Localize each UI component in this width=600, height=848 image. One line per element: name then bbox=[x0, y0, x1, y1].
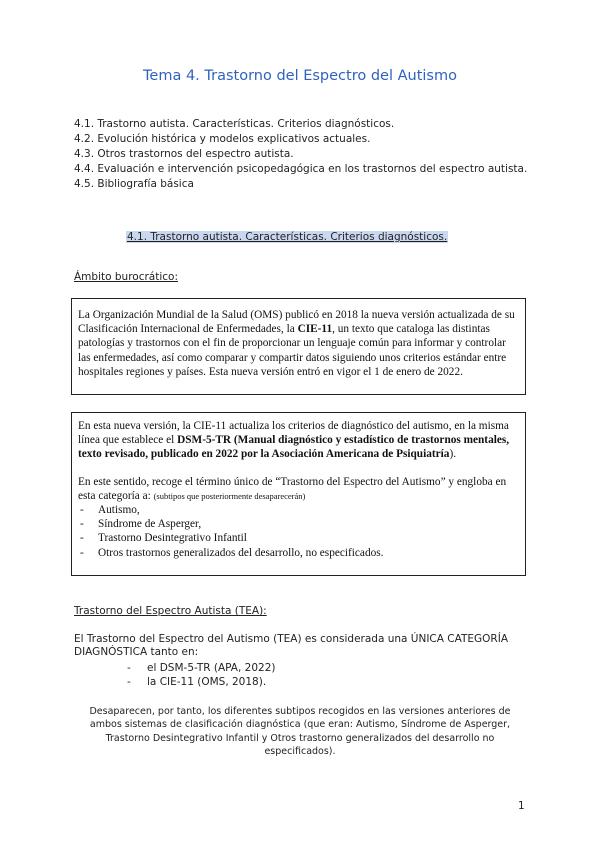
section-heading: 4.1. Trastorno autista. Características. Criterios diagnósticos. bbox=[127, 231, 448, 243]
list-item: - Otros trastornos generalizados del desarrollo, no especificados. bbox=[78, 546, 519, 560]
toc-item: 4.2. Evolución histórica y modelos explicativos actuales. bbox=[74, 133, 371, 145]
subtypes-list bbox=[78, 503, 519, 560]
list-item: - Trastorno Desintegrativo Infantil bbox=[78, 531, 519, 545]
tea-list bbox=[127, 661, 275, 689]
page-number: 1 bbox=[518, 800, 525, 812]
dsm-paragraph: En esta nueva versión, la CIE-11 actualiza los criterios de diagnóstico del autismo, en la misma línea que establece el DSM-5-TR (Manual diagnóstico y estadístico de trastornos mentales, texto revisado, publicado en 2022 por la Asociación Americana de Psiquiatría). bbox=[78, 420, 510, 461]
toc-item: 4.3. Otros trastornos del espectro autista. bbox=[74, 148, 294, 160]
dsm-info-box bbox=[71, 412, 526, 576]
list-item: - la CIE-11 (OMS, 2018). bbox=[127, 675, 275, 689]
list-item: - Síndrome de Asperger, bbox=[78, 517, 519, 531]
list-item: - el DSM-5-TR (APA, 2022) bbox=[127, 661, 275, 675]
toc-item: 4.4. Evaluación e intervención psicopedagógica en los trastornos del espectro autista. bbox=[74, 163, 528, 175]
dsm-bold: DSM-5-TR (Manual diagnóstico y estadístico de trastornos mentales, texto revisado, publicado en 2022 por la Asociación Americana de Psiquiatría bbox=[78, 434, 510, 461]
page-title: Tema 4. Trastorno del Espectro del Autismo bbox=[143, 68, 457, 84]
cie11-paragraph: La Organización Mundial de la Salud (OMS) publicó en 2018 la nueva versión actualizada de su Clasificación Internacional de Enfermedades, la CIE-11, un texto que cataloga las distintas patologías y trastornos con el fin de proporcionar un lenguaje común para informar y controlar las enfermedades, así como comparar y compartir datos siguiendo unos criterios estándar entre hospitales regiones y países. Esta nueva versión entró en vigor el 1 de enero de 2022. bbox=[78, 309, 515, 378]
toc-item: 4.1. Trastorno autista. Características. Criterios diagnósticos. bbox=[74, 118, 395, 130]
subtypes-note: (subtipos que posteriormente desaparecerán) bbox=[153, 490, 306, 501]
cie11-bold: CIE-11 bbox=[297, 323, 333, 336]
subtypes-disappear-note: Desaparecen, por tanto, los diferentes subtipos recogidos en las versiones anteriores de ambos sistemas de clasificación diagnóstica (que eran: Autismo, Síndrome de Asperger, Trastorno Desintegrativo Infantil y Otros trastorno generalizados del desarrollo no especificados). bbox=[89, 706, 511, 757]
tea-heading: Trastorno del Espectro Autista (TEA): bbox=[74, 605, 267, 617]
table-of-contents bbox=[74, 117, 534, 192]
category-paragraph: En este sentido, recoge el término único de “Trastorno del Espectro del Autismo” y engloba en esta categoría a: (subtipos que posteriormente desaparecerán) bbox=[78, 475, 507, 502]
ambito-heading: Ámbito burocrático: bbox=[74, 271, 178, 283]
toc-item: 4.5. Bibliografía básica bbox=[74, 178, 194, 190]
tea-paragraph: El Trastorno del Espectro del Autismo (TEA) es considerada una ÚNICA CATEGORÍA DIAGNÓSTICA tanto en: bbox=[74, 633, 509, 658]
cie11-info-box bbox=[71, 298, 526, 395]
list-item: - Autismo, bbox=[78, 503, 519, 517]
